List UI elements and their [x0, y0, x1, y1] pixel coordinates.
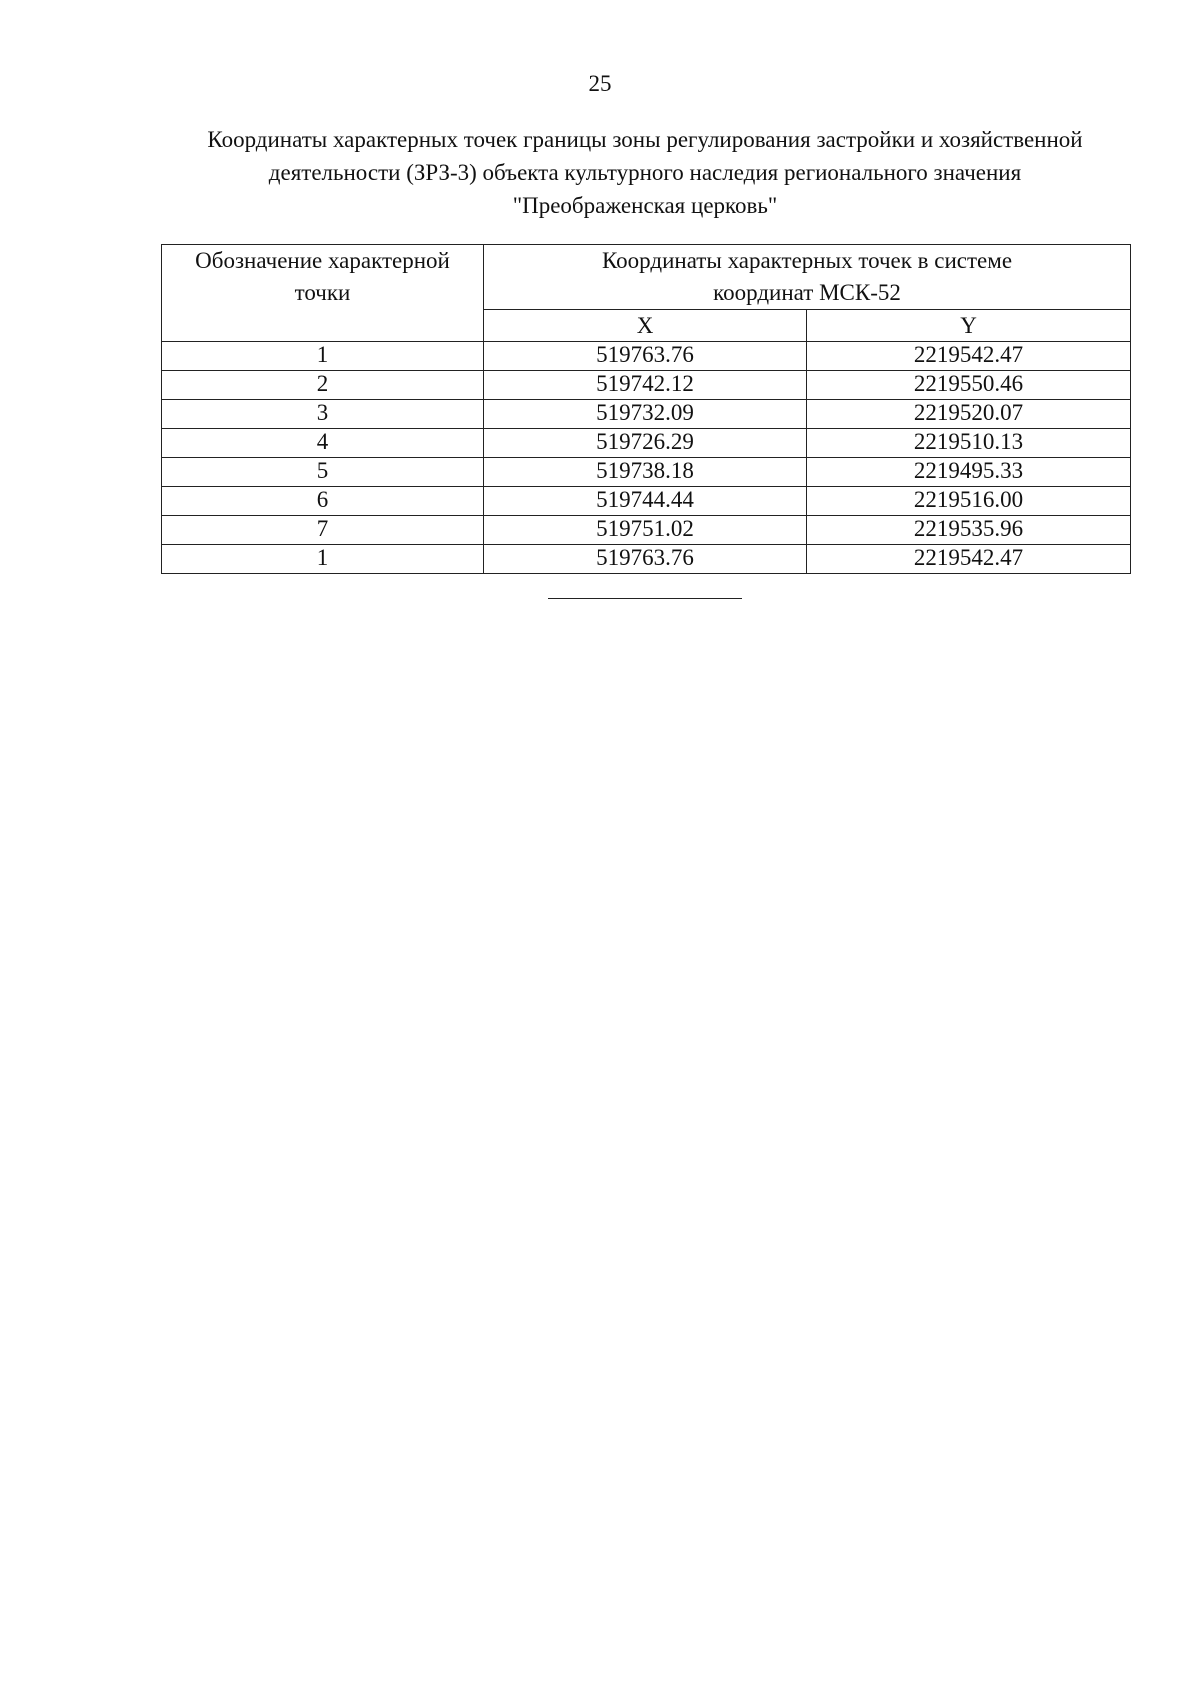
header-point-line-2: точки — [294, 280, 351, 305]
page-number: 25 — [588, 71, 612, 96]
cell-y: 2219550.46 — [807, 371, 1131, 400]
cell-y: 2219510.13 — [807, 429, 1131, 458]
cell-y: 2219495.33 — [807, 458, 1131, 487]
cell-x: 519726.29 — [484, 429, 807, 458]
cell-point: 6 — [162, 487, 484, 516]
title-line-1: Координаты характерных точек границы зоны регулирования застройки и хозяйственной — [207, 127, 1083, 152]
cell-point: 1 — [162, 342, 484, 371]
title-line-2: деятельности (ЗРЗ-3) объекта культурного наследия регионального значения — [268, 160, 1022, 185]
header-coordinates — [484, 245, 1131, 310]
header-coords-line-2: координат МСК-52 — [713, 280, 901, 305]
cell-point: 4 — [162, 429, 484, 458]
cell-x: 519763.76 — [484, 342, 807, 371]
cell-point: 2 — [162, 371, 484, 400]
cell-point: 5 — [162, 458, 484, 487]
cell-y: 2219520.07 — [807, 400, 1131, 429]
header-coords-line-1: Координаты характерных точек в системе — [601, 248, 1013, 273]
cell-x: 519738.18 — [484, 458, 807, 487]
header-point-line-1: Обозначение характерной — [195, 248, 450, 273]
header-point-designation — [162, 245, 484, 342]
cell-x: 519732.09 — [484, 400, 807, 429]
table-row — [162, 400, 1131, 429]
table-row — [162, 458, 1131, 487]
cell-point: 7 — [162, 516, 484, 545]
cell-point: 3 — [162, 400, 484, 429]
end-of-document-rule — [548, 598, 742, 599]
cell-y: 2219542.47 — [807, 545, 1131, 574]
header-x: X — [484, 310, 807, 342]
document-title — [150, 123, 1140, 222]
header-y: Y — [807, 310, 1131, 342]
cell-y: 2219535.96 — [807, 516, 1131, 545]
cell-y: 2219516.00 — [807, 487, 1131, 516]
table-row — [162, 429, 1131, 458]
cell-x: 519742.12 — [484, 371, 807, 400]
cell-y: 2219542.47 — [807, 342, 1131, 371]
table-row — [162, 371, 1131, 400]
cell-x: 519751.02 — [484, 516, 807, 545]
cell-x: 519763.76 — [484, 545, 807, 574]
table-row — [162, 516, 1131, 545]
cell-point: 1 — [162, 545, 484, 574]
coordinates-table — [161, 244, 1131, 574]
cell-x: 519744.44 — [484, 487, 807, 516]
table-row — [162, 342, 1131, 371]
title-line-3: "Преображенская церковь" — [512, 193, 778, 218]
table-row — [162, 545, 1131, 574]
table-row — [162, 487, 1131, 516]
